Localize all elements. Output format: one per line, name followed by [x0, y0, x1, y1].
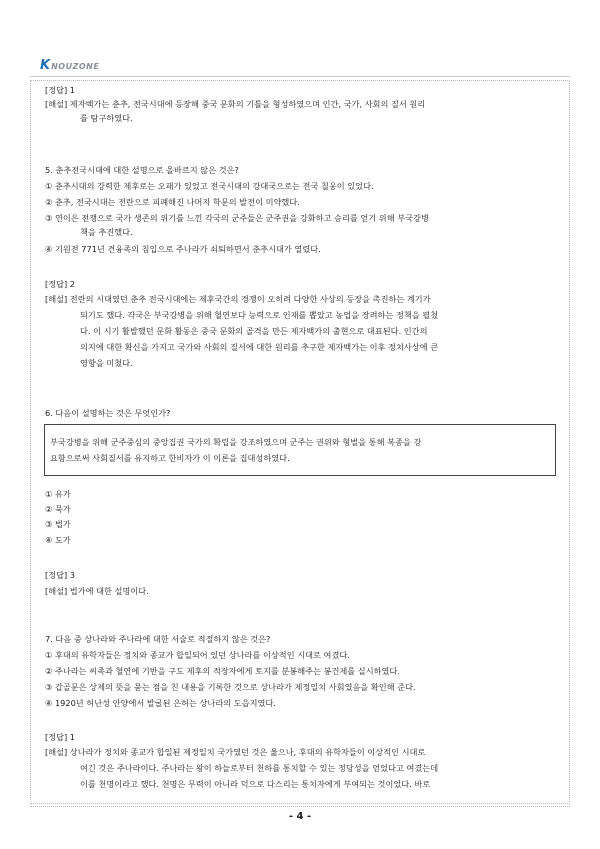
explanation-line: [해설] 상나라가 정치와 종교가 합일된 제정일치 국가였던 것은 옳으나, 후대의 유학자들이 이상적인 시대로: [45, 747, 426, 757]
explanation-line: 이를 천명이라고 했다. 천명은 무력이 아니라 덕으로 다스리는 통치자에게 부여되는 것이었다. 바로: [80, 779, 431, 789]
option-line: ④ 도가: [45, 535, 71, 545]
explanation-line: [해설] 법가에 대한 설명이다.: [45, 586, 149, 596]
explanation-line: [해설] 제자백가는 춘추, 전국시대에 등장해 중국 문화의 기틀을 형성하였으며 인간, 국가, 사회의 질서 원리: [45, 99, 426, 109]
logo-letter-k: K: [40, 58, 51, 73]
knouzone-logo: [40, 56, 99, 72]
explanation-line: [해설] 전란의 시대였던 춘추 전국시대에는 제후국간의 경쟁이 오히려 다양한 사상의 등장을 촉진하는 계기가: [45, 294, 431, 304]
logo-text: NOUZONE: [51, 62, 100, 71]
explanation-line: 를 탐구하였다.: [80, 113, 133, 123]
question-5: 5. 춘추전국시대에 대한 설명으로 올바르지 않은 것은?: [45, 165, 239, 175]
question-7: 7. 다음 중 상나라와 주나라에 대한 서술로 적절하지 않은 것은?: [45, 634, 271, 644]
option-line: ② 춘추, 전국시대는 전란으로 피폐해진 나머지 학문의 발전이 미약했다.: [45, 197, 300, 207]
explanation-line: 영향을 미쳤다.: [80, 358, 133, 368]
question-6: 6. 다음이 설명하는 것은 무엇인가?: [45, 408, 171, 418]
passage-line: 요함으로써 사회질서를 유지하고 한비자가 이 이론을 집대성하였다.: [50, 453, 290, 463]
explanation-line: 되기도 했다. 각국은 부국강병을 위해 혈연보다 능력으로 인재를 뽑았고 농업을 장려하는 정책을 펼쳤: [80, 310, 439, 320]
answer-label: [정답] 1: [45, 85, 76, 95]
answer-label: [정답] 3: [45, 570, 76, 580]
explanation-line: 의지에 대한 확신을 가지고 국가와 사회의 질서에 대한 원리를 추구한 제자백가는 이후 정치사상에 큰: [80, 342, 439, 352]
answer-label: [정답] 2: [45, 279, 76, 289]
explanation-line: 다. 이 시기 활발했던 문화 활동은 중국 문화의 골격을 만든 제자백가의 출현으로 대표된다. 인간의: [80, 326, 428, 336]
option-line: ③ 연이은 전쟁으로 국가 생존의 위기를 느낀 각국의 군주들은 군주권을 강화하고 승리를 얻기 위해 부국강병: [45, 213, 429, 223]
page-number: - 4 -: [288, 811, 312, 822]
option-line: ① 후대의 유학자들은 정치와 종교가 합일되어 있던 상나라를 이상적인 시대로 여겼다.: [45, 650, 350, 660]
option-line: ① 유가: [45, 489, 71, 499]
answer-label: [정답] 1: [45, 732, 76, 742]
footer-divider: [30, 806, 570, 807]
option-line: ③ 법가: [45, 519, 71, 529]
question-passage-box: [44, 424, 556, 476]
option-line: ① 춘추시대의 강력한 제후로는 오패가 있었고 전국시대의 강대국으로는 전국 칠웅이 있었다.: [45, 181, 374, 191]
header-divider: [30, 76, 570, 77]
option-line: ③ 갑골문은 상제의 뜻을 묻는 점을 친 내용을 기록한 것으로 상나라가 제정일치 사회였음을 확인해 준다.: [45, 682, 416, 692]
option-line: ④ 1920년 허난성 안양에서 발굴된 은허는 상나라의 도읍지였다.: [45, 698, 276, 708]
option-line: 책을 추진했다.: [80, 227, 133, 237]
option-line: ② 묵가: [45, 504, 71, 514]
passage-line: 부국강병을 위해 군주중심의 중앙집권 국가의 확립을 강조하였으며 군주는 권위와 형벌을 통해 복종을 강: [50, 437, 422, 447]
explanation-line: 여긴 것은 주나라이다. 주나라는 왕이 하늘로부터 천하를 통치할 수 있는 정당성을 얻었다고 여겼는데: [80, 763, 439, 773]
option-line: ② 주나라는 씨족과 혈연에 기반을 구도 제후의 적장자에게 토지를 분봉해주는 봉건제를 실시하였다.: [45, 666, 400, 676]
option-line: ④ 기원전 771년 견융족의 침입으로 주나라가 쇠퇴하면서 춘추시대가 열렸다.: [45, 244, 321, 254]
